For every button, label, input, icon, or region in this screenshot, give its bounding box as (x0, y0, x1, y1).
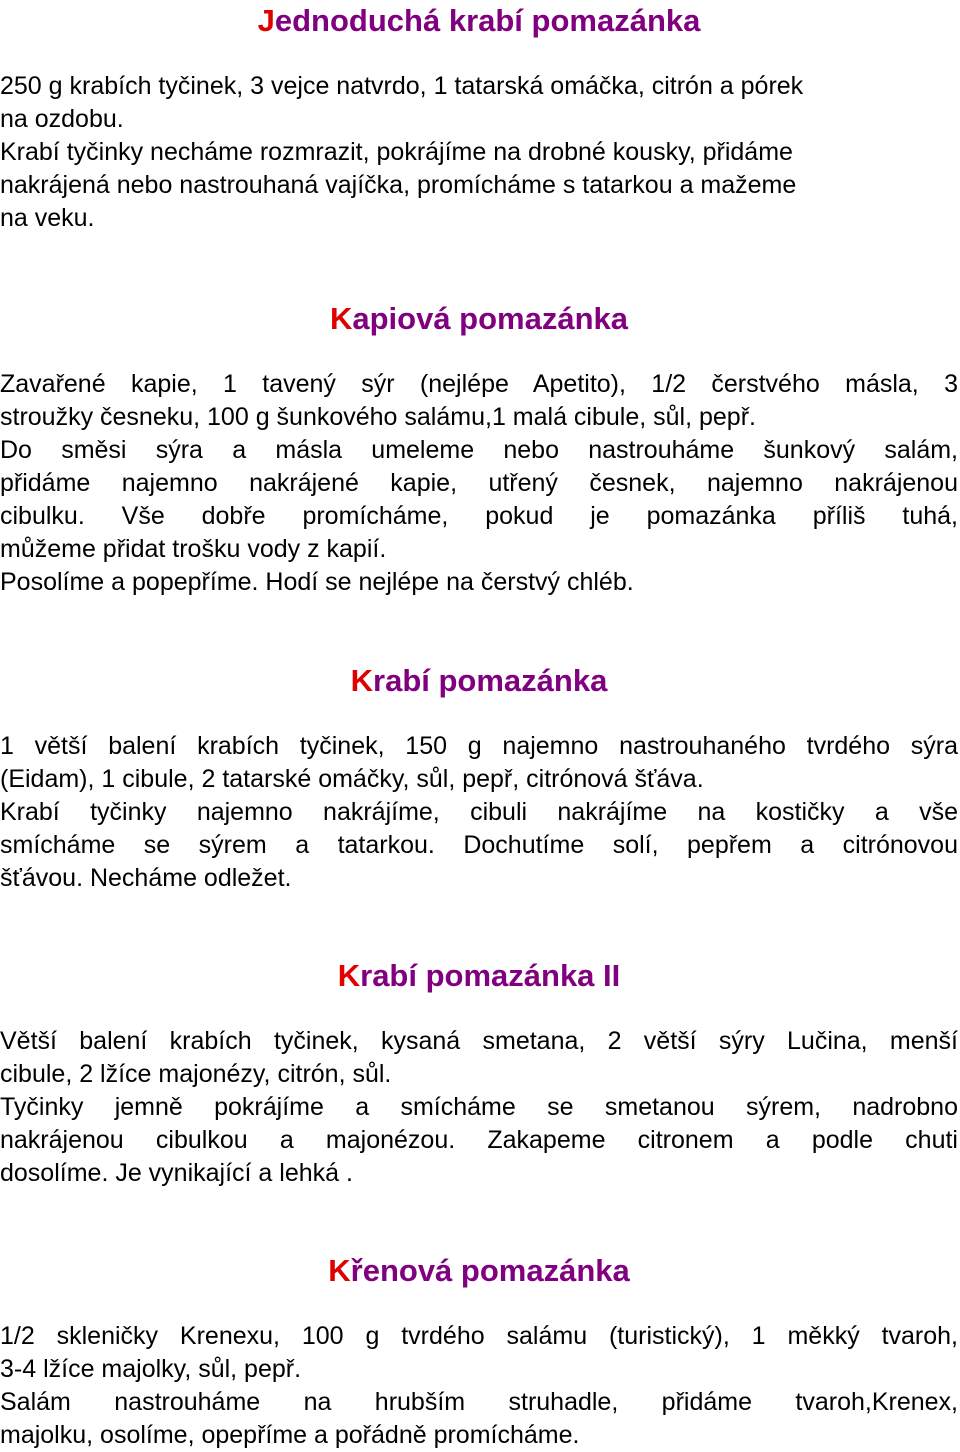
recipe-line: na ozdobu. (0, 105, 124, 133)
title-rest: řenová pomazánka (350, 1253, 630, 1288)
title-initial: J (257, 3, 275, 38)
recipe-line: můžeme přidat trošku vody z kapií. (0, 535, 387, 563)
title-initial: K (328, 1253, 351, 1288)
recipe-line: stroužky česneku, 100 g šunkového salámu,1 malá cibule, sůl, pepř. (0, 403, 756, 431)
recipe-title (0, 1, 958, 41)
recipe-line: smícháme se sýrem a tatarkou. Dochutíme solí, pepřem a citrónovou (0, 831, 958, 859)
title-initial: K (350, 663, 374, 698)
recipe-krenova (0, 1251, 958, 1452)
recipe-body (0, 368, 958, 599)
title-rest: ednoduchá krabí pomazánka (274, 3, 701, 38)
title-initial: K (337, 958, 361, 993)
recipe-line: 1 větší balení krabích tyčinek, 150 g najemno nastrouhaného tvrdého sýra (0, 732, 958, 760)
title-rest: rabí pomazánka II (360, 958, 621, 993)
recipe-line: 1/2 skleničky Krenexu, 100 g tvrdého salámu (turistický), 1 měkký tvaroh, (0, 1322, 958, 1350)
recipe-title (0, 1251, 958, 1291)
recipe-line: šťávou. Necháme odležet. (0, 864, 292, 892)
recipe-jednoducha-krabi (0, 1, 958, 235)
recipe-line: Do směsi sýra a másla umeleme nebo nastrouháme šunkový salám, (0, 436, 958, 464)
recipe-line: Zavařené kapie, 1 tavený sýr (nejlépe Apetito), 1/2 čerstvého másla, 3 (0, 370, 958, 398)
recipe-line: 250 g krabích tyčinek, 3 vejce natvrdo, 1 tatarská omáčka, citrón a pórek (0, 72, 804, 100)
recipe-line: Posolíme a popepříme. Hodí se nejlépe na čerstvý chléb. (0, 568, 634, 596)
recipe-body (0, 70, 958, 235)
recipe-line: nakrájená nebo nastrouhaná vajíčka, promícháme s tatarkou a mažeme (0, 171, 797, 199)
recipe-line: 3-4 lžíce majolky, sůl, pepř. (0, 1355, 302, 1383)
recipe-title (0, 299, 958, 339)
recipe-body (0, 1025, 958, 1190)
recipe-line: Krabí tyčinky necháme rozmrazit, pokrájíme na drobné kousky, přidáme (0, 138, 793, 166)
recipe-line: Salám nastrouháme na hrubším struhadle, přidáme tvaroh,Krenex, (0, 1388, 958, 1416)
recipe-krabi (0, 661, 958, 895)
recipe-line: Větší balení krabích tyčinek, kysaná smetana, 2 větší sýry Lučina, menší (0, 1027, 958, 1055)
recipe-line: Tyčinky jemně pokrájíme a smícháme se smetanou sýrem, nadrobno (0, 1093, 958, 1121)
recipe-line: na veku. (0, 204, 95, 232)
recipe-krabi-ii (0, 956, 958, 1190)
recipe-title (0, 956, 958, 996)
recipe-kapiova (0, 299, 958, 599)
title-rest: apiová pomazánka (352, 301, 629, 336)
recipe-line: cibulku. Vše dobře promícháme, pokud je pomazánka příliš tuhá, (0, 502, 958, 530)
recipe-body (0, 1320, 958, 1452)
recipe-line: (Eidam), 1 cibule, 2 tatarské omáčky, sůl, pepř, citrónová šťáva. (0, 765, 704, 793)
recipe-line: přidáme najemno nakrájené kapie, utřený česnek, najemno nakrájenou (0, 469, 958, 497)
title-rest: rabí pomazánka (373, 663, 608, 698)
title-initial: K (329, 301, 353, 336)
recipe-line: cibule, 2 lžíce majonézy, citrón, sůl. (0, 1060, 392, 1088)
recipe-line: nakrájenou cibulkou a majonézou. Zakapeme citronem a podle chuti (0, 1126, 958, 1154)
recipe-line: majolku, osolíme, opepříme a pořádně promícháme. (0, 1421, 580, 1449)
recipe-body (0, 730, 958, 895)
recipe-line: Krabí tyčinky najemno nakrájíme, cibuli nakrájíme na kostičky a vše (0, 798, 958, 826)
recipe-line: dosolíme. Je vynikající a lehká . (0, 1159, 353, 1187)
recipe-title (0, 661, 958, 701)
